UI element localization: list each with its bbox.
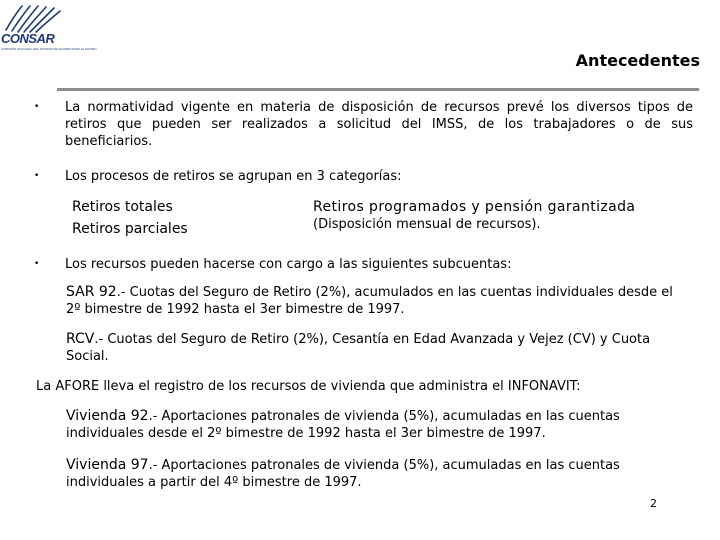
afore-infonavit-note: La AFORE lleva el registro de los recursos de vivienda que administra el INFONAVIT: xyxy=(36,379,581,394)
housing-vivienda97-text: .- Aportaciones patronales de vivienda (5%), acumuladas en las cuentas individuales a partir del 4º bimestre de 1997. xyxy=(66,458,620,490)
subaccount-sar92 xyxy=(66,284,686,318)
category-retiros-programados: Retiros programados y pensión garantizada xyxy=(313,199,636,215)
category-retiros-parciales: Retiros parciales xyxy=(72,221,188,237)
housing-vivienda92-text: .- Aportaciones patronales de vivienda (5%), acumuladas en las cuentas individuales desde el 2º bimestre de 1992 hasta el 3er bimestre de 1997. xyxy=(66,409,620,441)
page-title: Antecedentes xyxy=(575,51,700,70)
subaccount-rcv-text: .- Cuotas del Seguro de Retiro (2%), Cesantía en Edad Avanzada y Vejez (CV) y Cuota Social. xyxy=(66,332,651,364)
subaccount-rcv-label: RCV xyxy=(66,331,95,347)
category-retiros-programados-note: (Disposición mensual de recursos). xyxy=(313,217,541,232)
consar-logo xyxy=(0,0,97,58)
consar-emblem-icon xyxy=(0,0,64,34)
subaccount-sar92-label: SAR 92 xyxy=(66,284,117,300)
housing-vivienda92 xyxy=(66,408,686,442)
bullet-marker: • xyxy=(34,102,40,112)
housing-vivienda97-label: Vivienda 97 xyxy=(66,457,149,473)
bullet-text-categories: Los procesos de retiros se agrupan en 3 categorías: xyxy=(65,169,402,184)
subaccount-sar92-text: .- Cuotas del Seguro de Retiro (2%), acumulados en las cuentas individuales desde el 2º bimestre de 1992 hasta el 3er bimestre de 1997. xyxy=(66,285,673,317)
bullet-text-regulation: La normatividad vigente en materia de disposición de recursos prevé los diversos tipos de retiros que pueden ser realizados a solicitud del IMSS, de los trabajadores o de sus beneficiarios. xyxy=(65,100,693,149)
bullet-marker: • xyxy=(34,259,40,269)
category-retiros-totales: Retiros totales xyxy=(72,199,173,215)
logo-tagline: COMISIÓN NACIONAL DEL SISTEMA DE AHORRO PARA EL RETIRO xyxy=(1,47,97,51)
housing-vivienda92-label: Vivienda 92 xyxy=(66,408,149,424)
bullet-text-subaccounts: Los recursos pueden hacerse con cargo a las siguientes subcuentas: xyxy=(65,257,512,272)
bullet-marker: • xyxy=(34,171,40,181)
logo-wordmark: CONSAR xyxy=(1,31,55,46)
title-divider xyxy=(57,88,699,91)
subaccount-rcv xyxy=(66,331,686,365)
housing-vivienda97 xyxy=(66,457,686,491)
page-number: 2 xyxy=(650,497,657,510)
